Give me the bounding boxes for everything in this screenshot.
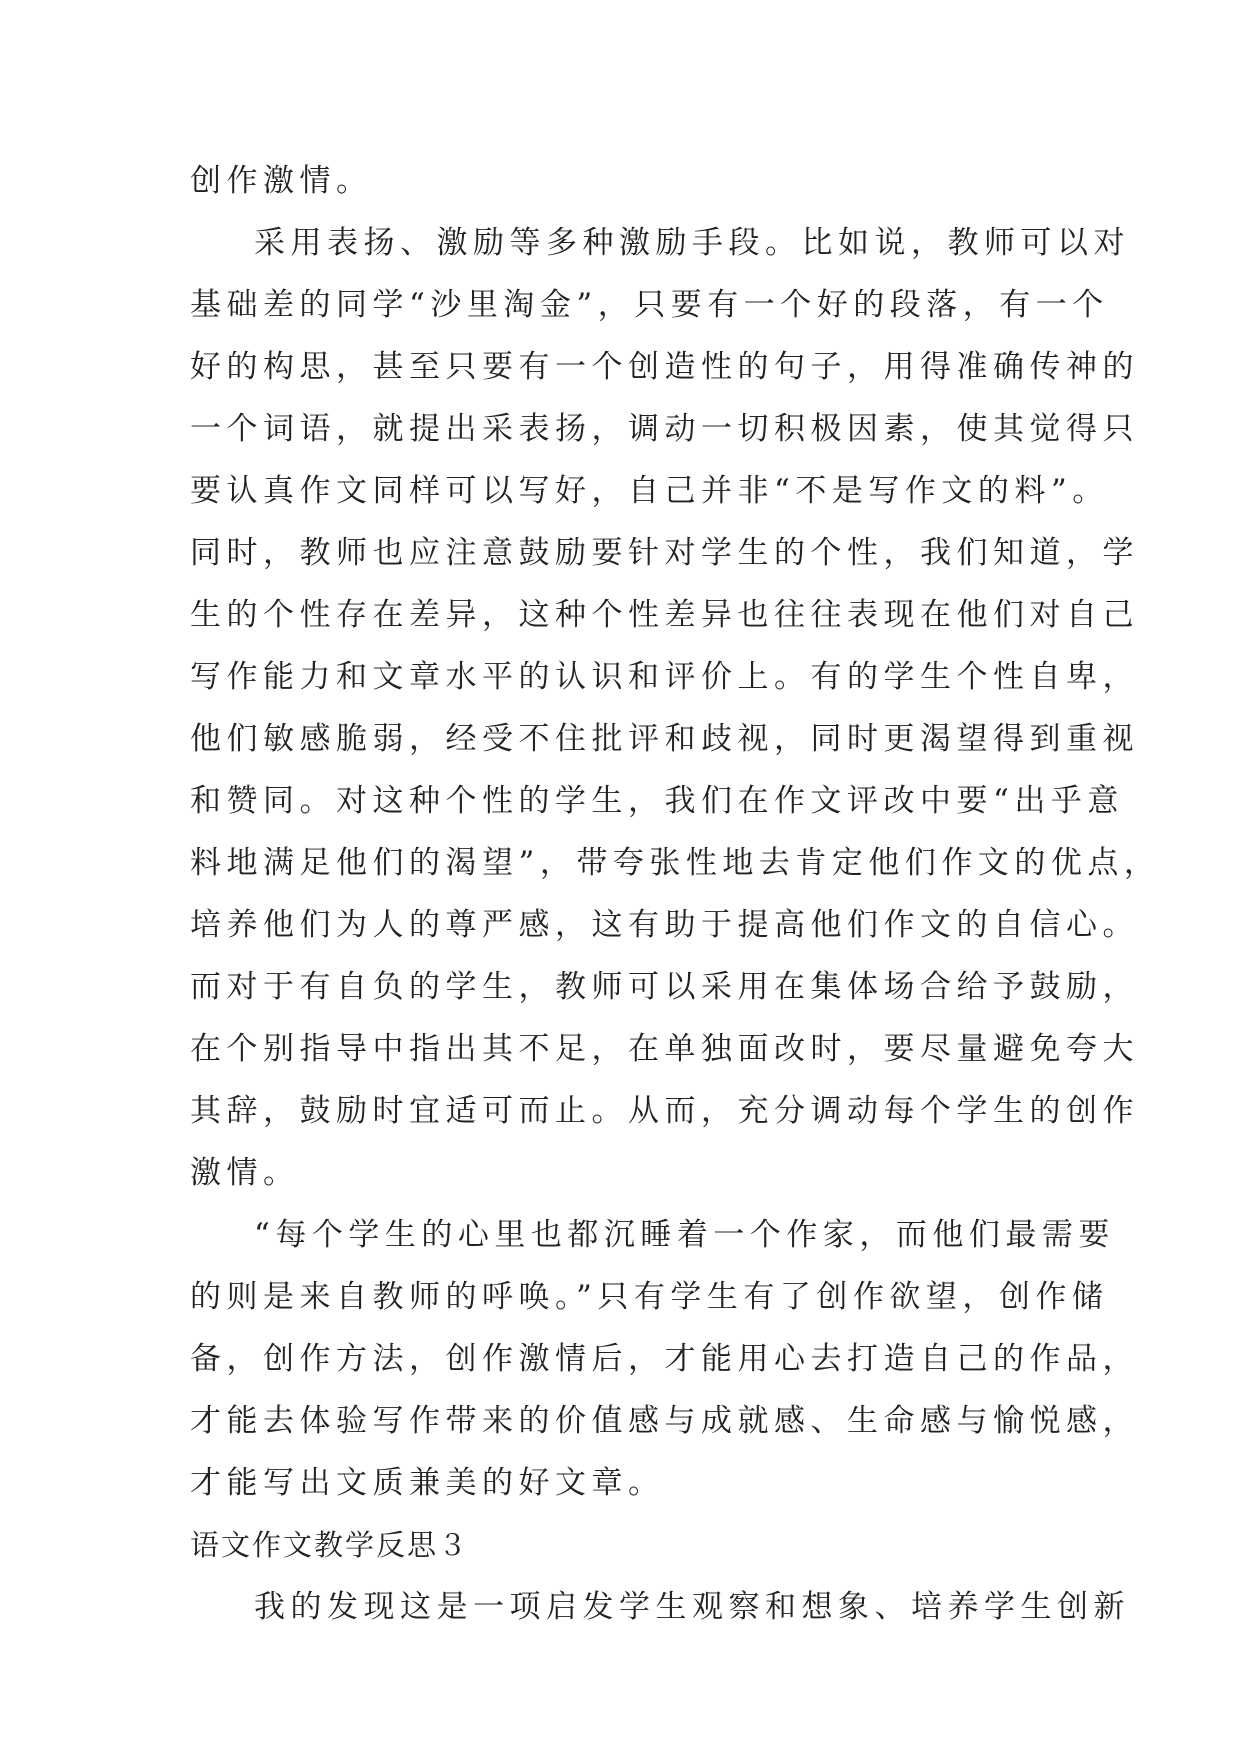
text-line: 同时，教师也应注意鼓励要针对学生的个性，我们知道，学: [190, 535, 1139, 571]
text-line: 激情。: [190, 1155, 300, 1191]
text-line: 写作能力和文章水平的认识和评价上。有的学生个性自卑，: [190, 659, 1139, 695]
text-line: 基础差的同学“沙里淘金”，只要有一个好的段落，有一个: [190, 287, 1109, 323]
text-line: “每个学生的心里也都沉睡着一个作家，而他们最需要: [254, 1217, 1115, 1253]
text-line: 在个别指导中指出其不足，在单独面改时，要尽量避免夸大: [190, 1031, 1139, 1067]
text-line: 创作激情。: [190, 163, 373, 199]
text-line: 料地满足他们的渴望”，带夸张性地去肯定他们作文的优点，: [190, 845, 1161, 881]
text-line: 培养他们为人的尊严感，这有助于提高他们作文的自信心。: [190, 907, 1139, 943]
text-line: 一个词语，就提出采表扬，调动一切积极因素，使其觉得只: [190, 411, 1139, 447]
section-heading: 语文作文教学反思３: [190, 1528, 470, 1562]
text-line: 采用表扬、激励等多种激励手段。比如说，教师可以对: [254, 225, 1130, 261]
text-line: 其辞，鼓励时宜适可而止。从而，充分调动每个学生的创作: [190, 1093, 1139, 1129]
text-line: 备，创作方法，创作激情后，才能用心去打造自己的作品，: [190, 1341, 1139, 1377]
text-line: 而对于有自负的学生，教师可以采用在集体场合给予鼓励，: [190, 969, 1139, 1005]
text-line: 的则是来自教师的呼唤。”只有学生有了创作欲望，创作储: [190, 1279, 1109, 1315]
text-line: 和赞同。对这种个性的学生，我们在作文评改中要“出乎意: [190, 783, 1124, 819]
text-line: 好的构思，甚至只要有一个创造性的句子，用得准确传神的: [190, 349, 1139, 385]
text-line: 要认真作文同样可以写好，自己并非“不是写作文的料”。: [190, 473, 1109, 509]
text-line: 他们敏感脆弱，经受不住批评和歧视，同时更渴望得到重视: [190, 721, 1139, 757]
text-line: 我的发现这是一项启发学生观察和想象、培养学生创新: [254, 1589, 1130, 1625]
text-line: 生的个性存在差异，这种个性差异也往往表现在他们对自己: [190, 597, 1139, 633]
text-line: 才能去体验写作带来的价值感与成就感、生命感与愉悦感，: [190, 1403, 1139, 1439]
text-line: 才能写出文质兼美的好文章。: [190, 1465, 665, 1501]
